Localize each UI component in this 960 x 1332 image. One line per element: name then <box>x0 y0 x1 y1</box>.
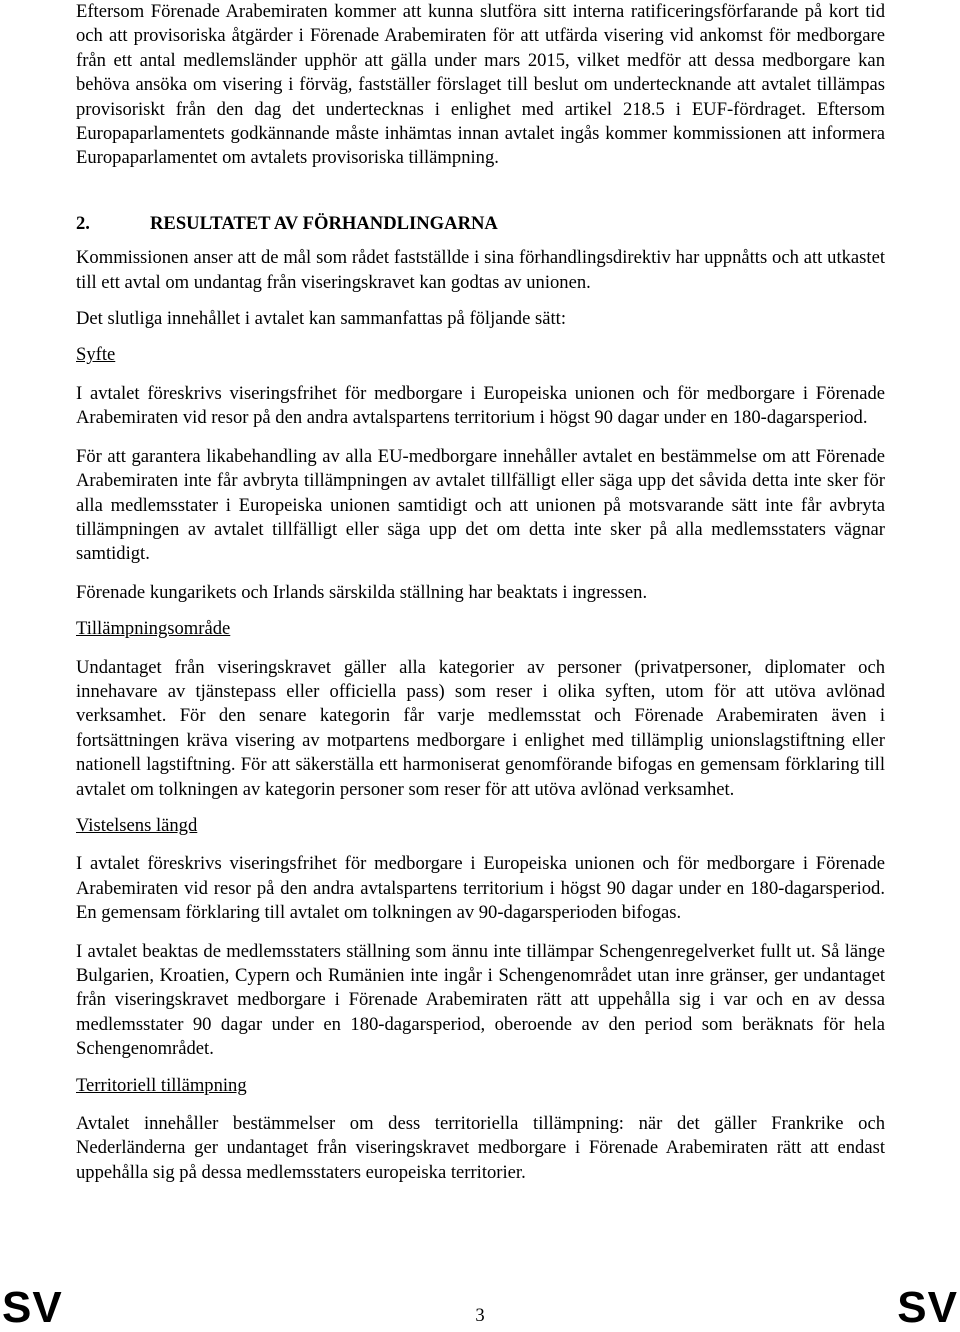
territoriell-paragraph: Avtalet innehåller bestämmelser om dess territoriella tillämpning: när det gäller Frankrike och Nederländerna ger undantaget från viseringskravet medborgare i Förenade Arabemiraten rätt att endast uppehålla sig på dessa medlemsstaters europeiska territorier. <box>76 1113 885 1183</box>
page-number: 3 <box>475 1305 485 1326</box>
syfte-paragraph-3: Förenade kungarikets och Irlands särskilda ställning har beaktats i ingressen. <box>76 581 648 603</box>
footer-language-code-right: SV <box>897 1283 958 1332</box>
intro-paragraph: Eftersom Förenade Arabemiraten kommer att kunna slutföra sitt interna ratificeringsförfarande på kort tid och att provisoriska åtgärder i Förenade Arabemiraten för att utfärda visering vid ankomst för medborgare från ett antal medlemsländer upphör att gälla under mars 2015, vilket medför att dessa medborgare kan behöva ansöka om visering i förväg, fastställer förslaget till beslut om undertecknande att avtalet tillämpas provisoriskt från den dag det undertecknas i enlighet med artikel 218.5 i EUF-fördraget. Eftersom Europaparlamentets godkännande måste inhämtas innan avtalet ingås kommer kommissionen att informera Europaparlamentet om avtalets provisoriska tillämpning. <box>76 1 885 169</box>
vistelse-paragraph-1: I avtalet föreskrivs viseringsfrihet för medborgare i Europeiska unionen och för medborgare i Förenade Arabemiraten vid resor på den andra avtalspartens territorium i högst 90 dagar under en 180-dagarsperiod. En gemensam förklaring till avtalet om tolkningen av 90-dagarsperioden bifogas. <box>76 853 885 924</box>
subheading-syfte: Syfte <box>76 344 116 366</box>
vistelse-paragraph-2: I avtalet beaktas de medlemsstaters ställning som ännu inte tillämpar Schengenregelverket fullt ut. Så länge Bulgarien, Kroatien, Cypern och Rumänien inte ingår i Schengenområdet utan inre gränser, ger undantaget från viseringskravet medborgare i Förenade Arabemiraten rätt att uppehålla sig i var och en av dessa medlemsstater 90 dagar under en 180-dagarsperiod, oberoende av den period som beräknats för hela Schengenområdet. <box>76 940 885 1060</box>
syfte-paragraph-1: I avtalet föreskrivs viseringsfrihet för medborgare i Europeiska unionen och för medborgare i Förenade Arabemiraten vid resor på den andra avtalspartens territorium i högst 90 dagar under en 180-dagarsperiod. <box>76 382 885 429</box>
result-paragraph-1: Kommissionen anser att de mål som rådet fastställde i sina förhandlingsdirektiv har uppnåtts och att utkastet till ett avtal om undantag från viseringskravet kan godtas av unionen. <box>76 247 885 293</box>
subheading-vistelsens-langd: Vistelsens längd <box>76 814 198 836</box>
tillampning-paragraph: Undantaget från viseringskravet gäller alla kategorier av personer (privatpersoner, diplomater och innehavare av tjänstepass eller officiella pass) som reser i olika syften, utom för att utöva avlönad verksamhet. För den senare kategorin får varje medlemsstat och Förenade Arabemiraten även i fortsättningen kräva visering av motpartens medborgare i enlighet med tillämplig unionslagstiftning eller nationell lagstiftning. För att säkerställa ett harmoniserat genomförande bifogas en gemensam förklaring till avtalet om tolkningen av kategorin personer som reser för att utöva avlönad verksamhet. <box>76 656 885 800</box>
subheading-territoriell: Territoriell tillämpning <box>76 1074 247 1096</box>
section-title: RESULTATET AV FÖRHANDLINGARNA <box>150 212 498 234</box>
footer-language-code-left: SV <box>2 1283 63 1332</box>
result-paragraph-2: Det slutliga innehållet i avtalet kan sammanfattas på följande sätt: <box>76 308 566 330</box>
subheading-tillampningsomrade: Tillämpningsområde <box>76 618 231 640</box>
document-body <box>76 0 885 1185</box>
section-heading <box>76 212 885 236</box>
syfte-paragraph-2: För att garantera likabehandling av alla EU-medborgare innehåller avtalet en bestämmelse om att Förenade Arabemiraten inte får avbryta tillämpningen av avtalet tillfälligt eller säga upp det såvida detta inte sker för alla medlemsstater i Europeiska unionen samtidigt och att unionen på motsvarande sätt inte får avbryta tillämpningen av avtalet tillfälligt eller säga upp det om detta inte sker på alla medlemsstaters vägnar samtidigt. <box>76 445 885 565</box>
section-number: 2. <box>76 212 90 234</box>
